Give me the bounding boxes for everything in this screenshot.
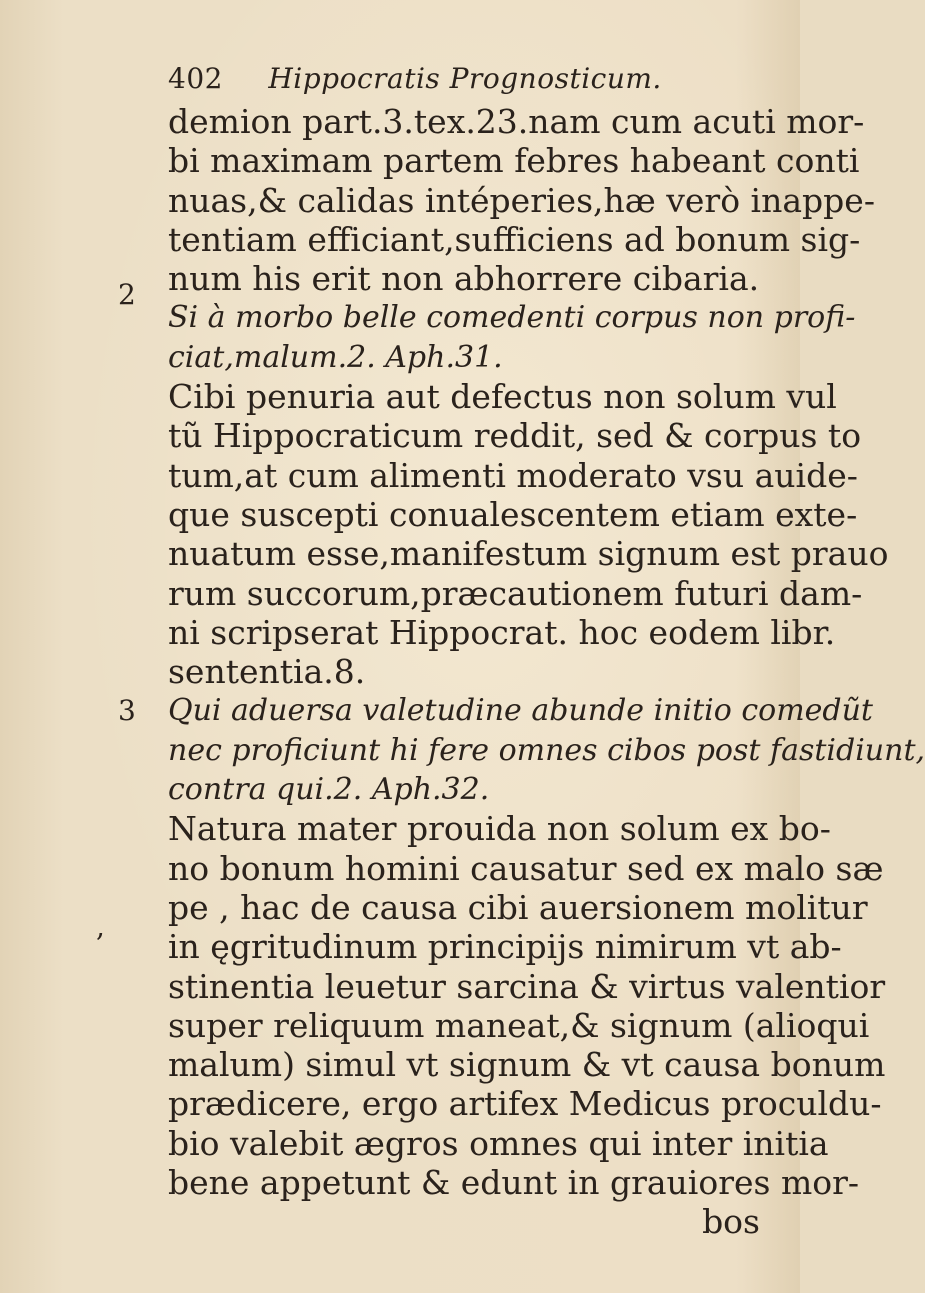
text-line: stinentia leuetur sarcina & virtus valentior — [168, 966, 886, 1006]
running-header — [168, 62, 662, 95]
aphorism-line: nec proficiunt hi fere omnes cibos post fastidiunt, — [168, 732, 925, 768]
text-line: tũ Hippocraticum reddit, sed & corpus to — [168, 416, 862, 456]
text-line: pe , hac de causa cibi auersionem molitur — [168, 887, 868, 927]
text-line: bio valebit ægros omnes qui inter initia — [168, 1123, 829, 1163]
text-line: no bonum homini causatur sed ex malo sæ — [168, 848, 884, 888]
text-line: tentiam efficiant,sufficiens ad bonum sig- — [168, 219, 861, 259]
text-line: tum,at cum alimenti moderato vsu auide- — [168, 455, 858, 495]
aphorism-line: Qui aduersa valetudine abunde initio comedũt — [168, 693, 873, 729]
text-line: Natura mater prouida non solum ex bo- — [168, 809, 831, 849]
text-line: num his erit non abhorrere cibaria. — [168, 259, 760, 299]
text-line: nuatum esse,manifestum signum est prauo — [168, 534, 889, 574]
text-line: nuas,& calidas intéperies,hæ verò inappe- — [168, 180, 875, 220]
running-title: Hippocratis Prognosticum. — [268, 62, 662, 95]
body-text — [168, 102, 925, 1242]
text-line: sententia.8. — [168, 652, 366, 692]
text-line: rum succorum,præcautionem futuri dam- — [168, 573, 863, 613]
aphorism-line: ciat,malum.2. Aph.31. — [168, 339, 503, 375]
text-line: in ęgritudinum principijs nimirum vt ab- — [168, 927, 842, 967]
text-line: Cibi penuria aut defectus non solum vul — [168, 377, 837, 417]
text-line: bene appetunt & edunt in grauiores mor- — [168, 1163, 860, 1203]
text-line: bi maximam partem febres habeant conti — [168, 141, 860, 181]
aphorism-line: contra qui.2. Aph.32. — [168, 772, 490, 808]
text-line: ni scripserat Hippocrat. hoc eodem libr. — [168, 612, 836, 652]
text-line: malum) simul vt signum & vt causa bonum — [168, 1045, 886, 1085]
text-line: que suscepti conualescentem etiam exte- — [168, 494, 858, 534]
text-line: prædicere, ergo artifex Medicus proculdu- — [168, 1084, 882, 1124]
margin-number-3: 3 — [118, 694, 136, 727]
catchword: bos — [702, 1202, 760, 1242]
margin-mark: , — [96, 910, 105, 943]
page-number: 402 — [168, 62, 223, 95]
margin-number-2: 2 — [118, 278, 136, 311]
aphorism-line: Si à morbo belle comedenti corpus non profi- — [168, 300, 856, 336]
text-line: super reliquum maneat,& signum (alioqui — [168, 1005, 870, 1045]
text-line: demion part.3.tex.23.nam cum acuti mor- — [168, 102, 865, 141]
